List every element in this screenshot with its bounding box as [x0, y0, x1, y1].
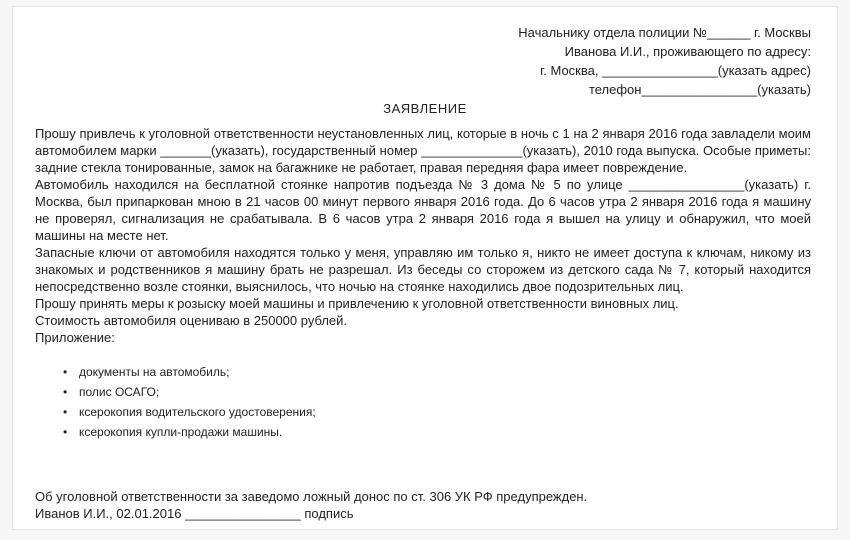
attachments-list: [35, 362, 811, 442]
paragraph-keys-witness: Запасные ключи от автомобиля находятся только у меня, управляю им только я, никто не имеет доступа к ключам, никому из знакомых и родственников я машину брать не разрешал. Из беседы со сторожем из детского сада № 7, который находится непосредственно возле стоянки, выяснилось, что ночью на стоянке находились двое подозрительных лиц.: [35, 245, 811, 294]
paragraph-parking-details: Автомобиль находился на бесплатной стоянке напротив подъезда № 3 дома № 5 по улице ________________(указать) г. Москва, был припаркован мною в 21 часов 00 минут первого января 2016 года. До 6 часов утра 2 января 2016 года я машину не проверял, сигнализация не срабатывала. В 6 часов утра 2 января 2016 года я вышел на улицу и обнаружил, что моей машины на месте нет.: [35, 177, 811, 243]
document-page: [12, 6, 838, 530]
attachment-item: • полис ОСАГО;: [79, 382, 811, 402]
paragraph-request: Прошу принять меры к розыску моей машины и привлечению к уголовной ответственности виновных лиц.: [35, 296, 679, 311]
document-body: [35, 125, 811, 442]
false-report-warning: Об уголовной ответственности за заведомо ложный донос по ст. 306 УК РФ предупрежден.: [35, 489, 588, 504]
attachment-item: • ксерокопия купли-продажи машины.: [79, 422, 811, 442]
attachment-item: • ксерокопия водительского удостоверения;: [79, 402, 811, 422]
attachments-label: Приложение:: [35, 330, 115, 345]
addressee-line-2: Иванова И.И., проживающего по адресу:: [564, 44, 811, 59]
addressee-line-4: телефон________________(указать): [588, 82, 811, 97]
addressee-line-3: г. Москва, ________________(указать адрес): [540, 63, 811, 78]
document-title: ЗАЯВЛЕНИЕ: [383, 101, 467, 116]
attachment-item: • документы на автомобиль;: [79, 362, 811, 382]
document-footer: [35, 488, 587, 522]
addressee-line-1: Начальнику отдела полиции №______ г. Москвы: [518, 25, 811, 40]
paragraph-vehicle-value: Стоимость автомобиля оцениваю в 250000 рублей.: [35, 313, 348, 328]
signature-line: Иванов И.И., 02.01.2016 ________________ подпись: [35, 506, 354, 521]
paragraph-theft-report: Прошу привлечь к уголовной ответственности неустановленных лиц, которые в ночь с 1 на 2 января 2016 года завладели моим автомобилем марки _______(указать), государственный номер ______________(указать), 2010 года выпуска. Особые приметы: задние стекла тонированные, замок на багажнике не работает, правая передняя фара имеет повреждение.: [35, 126, 811, 175]
addressee-block: [518, 23, 811, 99]
